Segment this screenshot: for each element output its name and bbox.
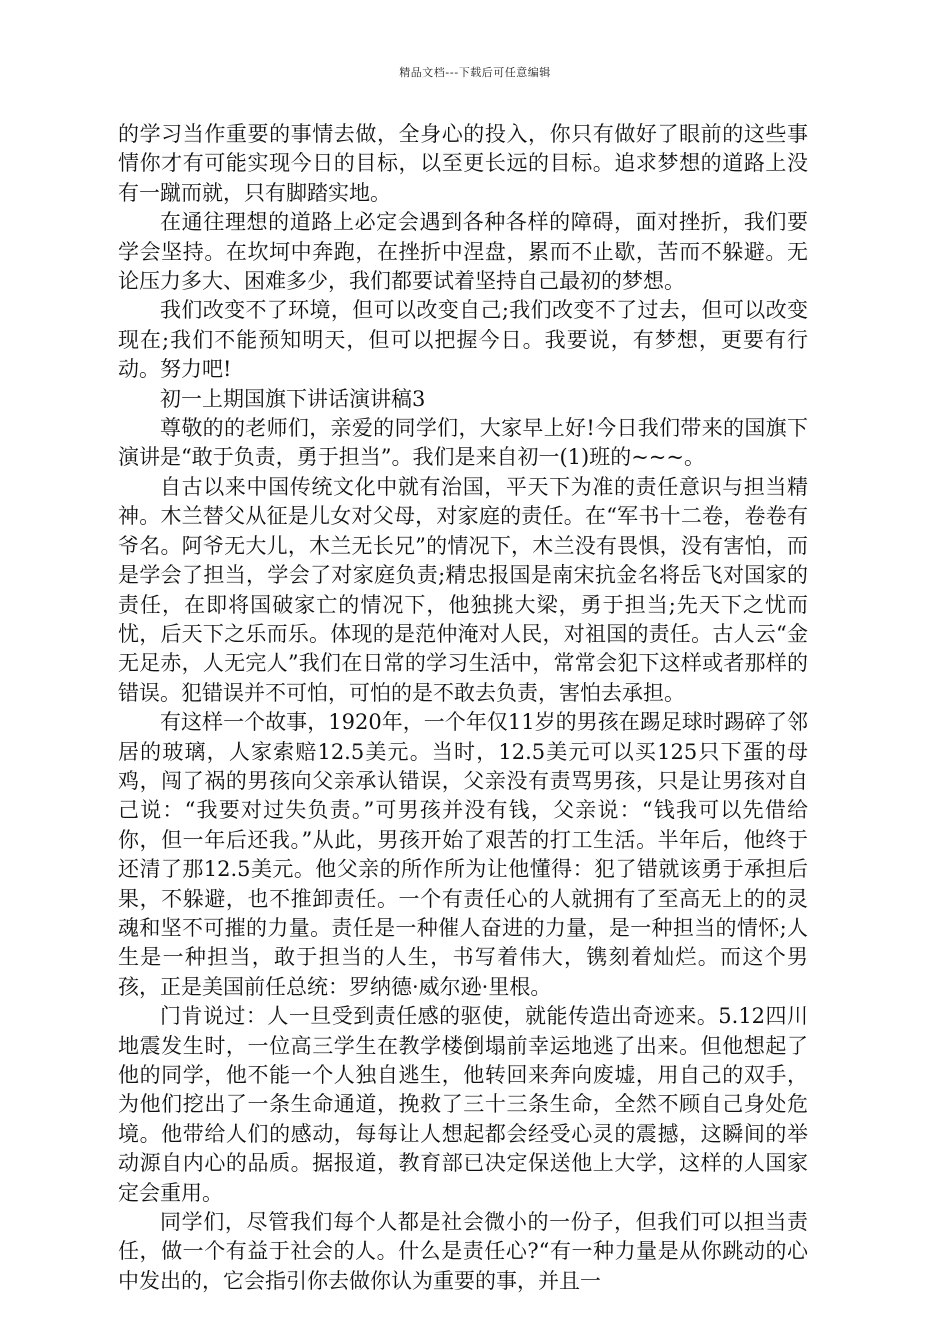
paragraph-perseverance: 在通往理想的道路上必定会遇到各种各样的障碍，面对挫折，我们要学会坚持。在坎坷中奔跑，在挫折中涅盘，累而不止歇，苦而不躲避。无论压力多大、困难多少，我们都要试着坚持自己最初的梦想。 bbox=[118, 210, 808, 294]
document-body bbox=[118, 120, 808, 1296]
page-header: 精品文档---下载后可任意编辑 bbox=[399, 66, 551, 79]
paragraph-tradition: 自古以来中国传统文化中就有治国，平天下为准的责任意识与担当精神。木兰替父从征是儿女对父母，对家庭的责任。在“军书十二卷，卷卷有爷名。阿爷无大儿，木兰无长兄”的情况下，木兰没有畏惧，没有害怕，而是学会了担当，学会了对家庭负责;精忠报国是南宋抗金名将岳飞对国家的责任，在即将国破家亡的情况下，他独挑大梁，勇于担当;先天下之忧而忧，后天下之乐而乐。体现的是范仲淹对人民，对祖国的责任。古人云“金无足赤，人无完人”我们在日常的学习生活中，常常会犯下这样或者那样的错误。犯错误并不可怕，可怕的是不敢去负责，害怕去承担。 bbox=[118, 474, 808, 705]
paragraph-continuation: 的学习当作重要的事情去做，全身心的投入，你只有做好了眼前的这些事情你才有可能实现今日的目标，以至更长远的目标。追求梦想的道路上没有一蹴而就，只有脚踏实地。 bbox=[118, 122, 808, 205]
paragraph-change-yourself: 我们改变不了环境，但可以改变自己;我们改变不了过去，但可以改变现在;我们不能预知明天，但可以把握今日。我要说，有梦想，更要有行动。努力吧! bbox=[118, 298, 808, 382]
paragraph-classmates: 同学们，尽管我们每个人都是社会微小的一份子，但我们可以担当责任，做一个有益于社会的人。什么是责任心?“有一种力量是从你跳动的心中发出的，它会指引你去做你认为重要的事，并且一 bbox=[118, 1210, 808, 1293]
speech-title: 初一上期国旗下讲话演讲稿3 bbox=[160, 386, 426, 411]
paragraph-mencken: 门肯说过：人一旦受到责任感的驱使，就能传造出奇迹来。5.12四川地震发生时，一位高三学生在教学楼倒塌前幸运地逃了出来。但他想起了他的同学，他不能一个人独自逃生，他转回来奔向废墟，用自己的双手，为他们挖出了一条生命通道，挽救了三十三条生命，全然不顾自己身处危境。他带给人们的感动，每每让人想起都会经受心灵的震撼，这瞬间的举动源自内心的品质。据报道，教育部已决定保送他上大学，这样的人国家定会重用。 bbox=[118, 1004, 808, 1205]
paragraph-story: 有这样一个故事，1920年，一个年仅11岁的男孩在踢足球时踢碎了邻居的玻璃，人家索赔12.5美元。当时，12.5美元可以买125只下蛋的母鸡，闯了祸的男孩向父亲承认错误，父亲没有责骂男孩，只是让男孩对自己说：“我要对过失负责。”可男孩并没有钱，父亲说：“钱我可以先借给你，但一年后还我。”从此，男孩开始了艰苦的打工生活。半年后，他终于还清了那12.5美元。他父亲的所作所为让他懂得：犯了错就该勇于承担后果，不躲避，也不推卸责任。一个有责任心的人就拥有了至高无上的的灵魂和坚不可摧的力量。责任是一种催人奋进的力量，是一种担当的情怀;人生是一种担当，敢于担当的人生，书写着伟大，镌刻着灿烂。而这个男孩，正是美国前任总统：罗纳德·威尔逊·里根。 bbox=[118, 710, 808, 999]
paragraph-greeting: 尊敬的的老师们，亲爱的同学们，大家早上好!今日我们带来的国旗下演讲是“敢于负责，勇于担当”。我们是来自初一(1)班的~~~。 bbox=[118, 416, 808, 470]
